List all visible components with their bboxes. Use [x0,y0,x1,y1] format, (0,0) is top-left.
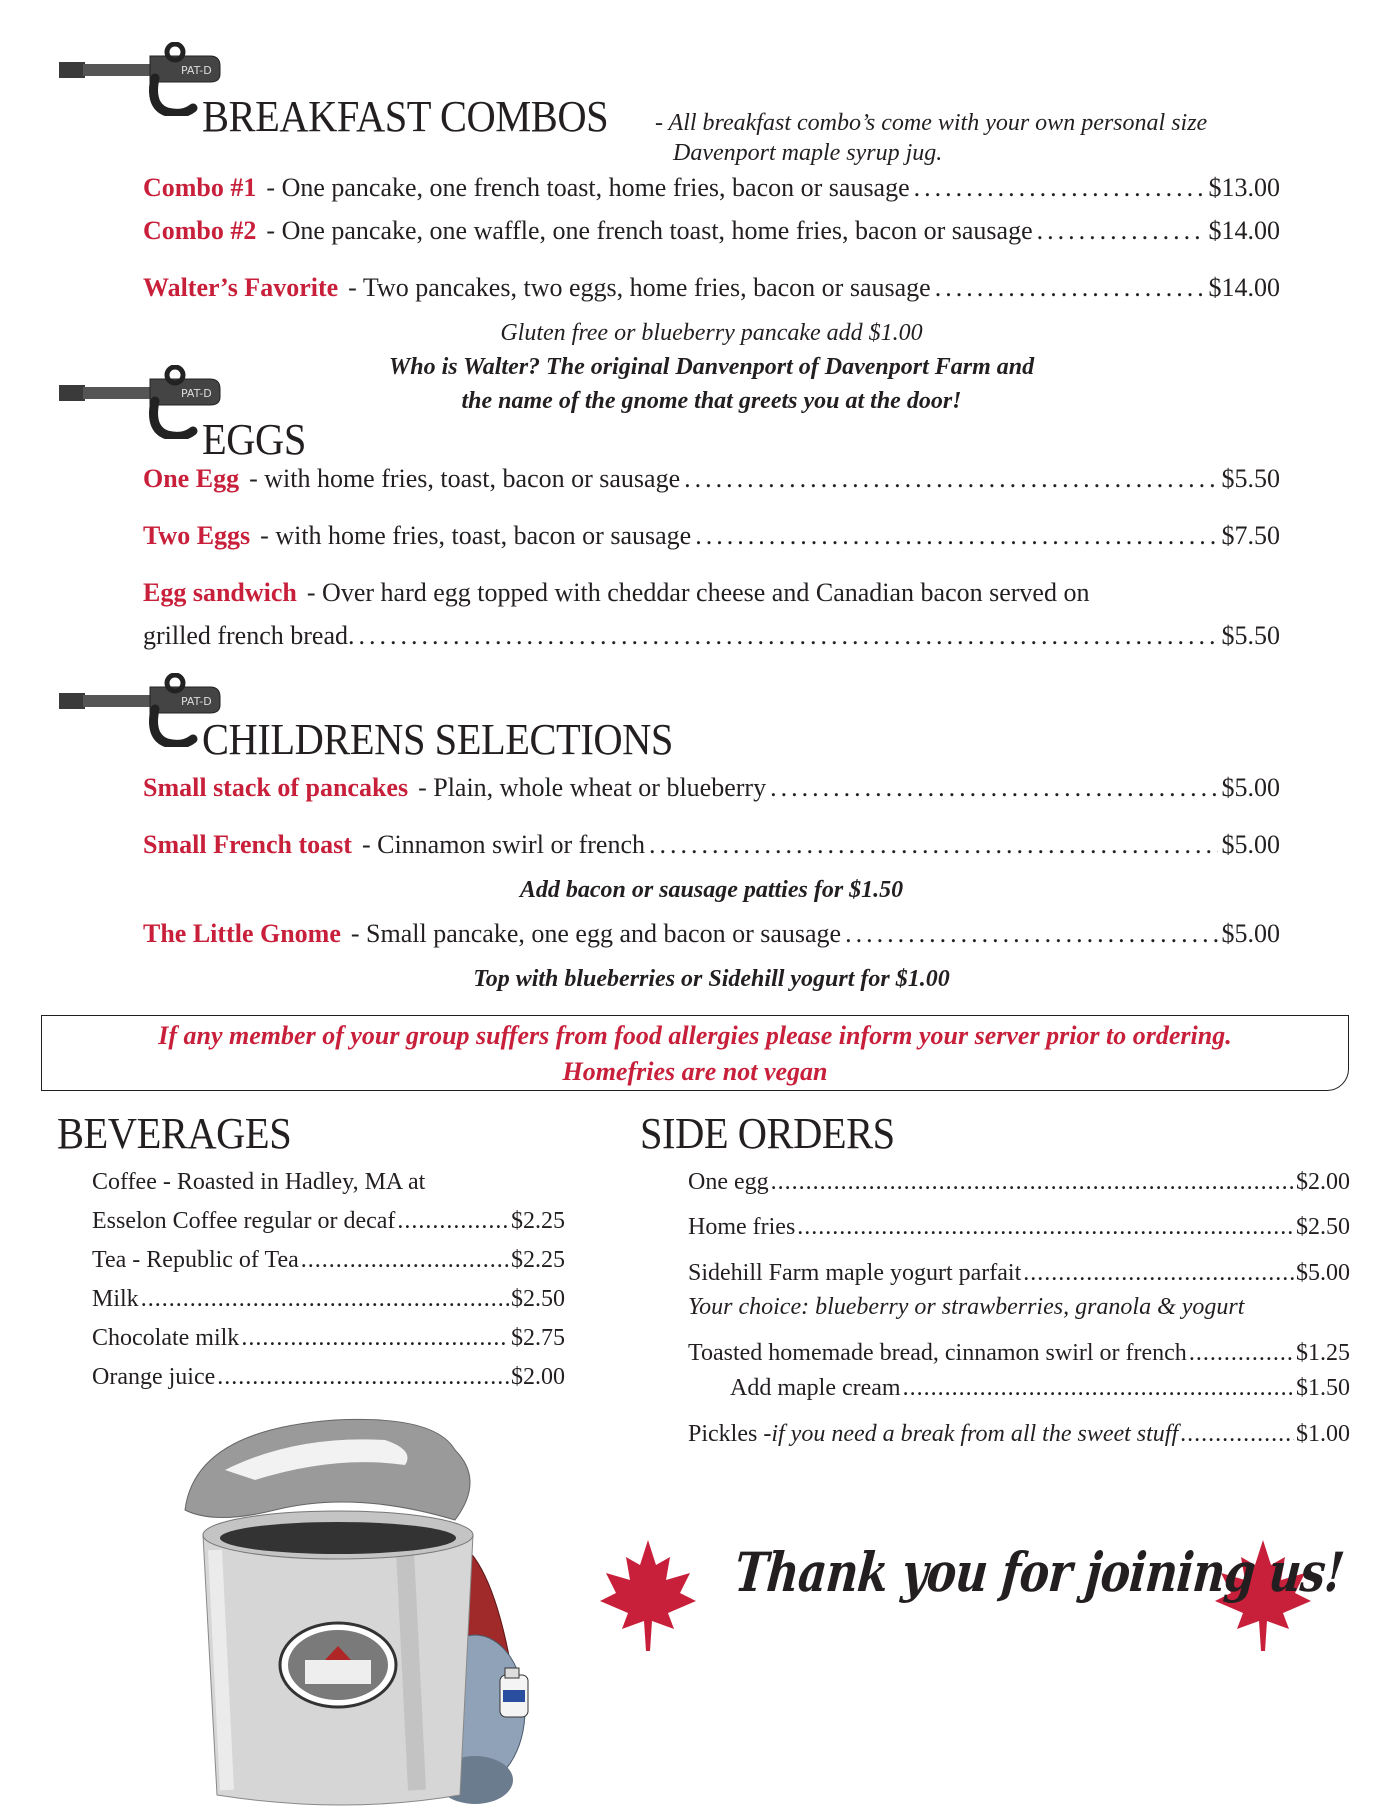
side-row [688,1259,1350,1288]
beverages-title: BEVERAGES [57,1109,292,1158]
spout-tag: PAT-D [181,64,212,77]
item-desc: grilled french bread. [143,621,355,650]
leader-dots [649,829,1218,860]
leader-dots [1037,215,1205,246]
menu-item-little-gnome [143,918,1280,949]
gluten-free-note: Gluten free or blueberry pancake add $1.00 [500,320,923,346]
thank-you-message: Thank you for joining us! [732,1540,1347,1604]
item-desc: - Small pancake, one egg and bacon or sausage [350,919,842,948]
menu-item-two-eggs [143,520,1280,551]
side-price: $2.50 [1296,1214,1350,1240]
beverage-row [92,1363,565,1392]
bacon-note: Add bacon or sausage patties for $1.50 [519,877,904,903]
maple-leaf-icon [598,1535,698,1655]
allergy-notice [41,1015,1349,1091]
menu-item-combo-1 [143,172,1280,203]
walter-note-line2: the name of the gnome that greets you at the door! [461,388,962,414]
item-desc: - One pancake, one waffle, one french toast, home fries, bacon or sausage [266,216,1033,245]
topping-note: Top with blueberries or Sidehill yogurt for $1.00 [473,966,950,992]
leader-dots [1023,1259,1294,1288]
item-price: $5.50 [1221,621,1280,650]
beverage-label: Chocolate milk [92,1325,240,1351]
beverage-label: Esselon Coffee regular or decaf [92,1208,396,1234]
item-name: Egg sandwich [143,578,297,607]
leader-dots [141,1285,509,1314]
item-name: Walter’s Favorite [143,273,339,302]
item-price: $7.50 [1221,521,1280,550]
menu-item-egg-sandwich-cont [143,620,1280,651]
item-price: $5.50 [1221,464,1280,493]
leader-dots [845,918,1217,949]
side-row [688,1213,1350,1242]
beverage-label: Milk [92,1286,139,1312]
side-label: Toasted homemade bread, cinnamon swirl or french [688,1340,1187,1366]
item-desc: - with home fries, toast, bacon or sausage [260,521,692,550]
beverage-coffee-line [92,1168,425,1197]
item-name: Combo #1 [143,173,257,202]
beverage-row [92,1246,565,1275]
item-price: $14.00 [1208,273,1280,302]
leader-dots [397,1207,509,1236]
side-label-italic: if you need a break from all the sweet stuff [771,1421,1179,1447]
breakfast-note-line2: Davenport maple syrup jug. [673,140,943,166]
item-price: $14.00 [1208,216,1280,245]
item-name: Small French toast [143,830,352,859]
side-row [730,1374,1350,1403]
childrens-title: CHILDRENS SELECTIONS [202,715,673,764]
item-desc: - Two pancakes, two eggs, home fries, bacon or sausage [348,273,931,302]
beverage-price: $2.00 [511,1364,565,1390]
side-price: $1.25 [1296,1340,1350,1366]
spout-tag: PAT-D [181,695,212,708]
allergy-line2: Homefries are not vegan [562,1057,828,1086]
breakfast-note [655,108,1335,168]
beverage-label: Orange juice [92,1364,216,1390]
beverage-price: $2.25 [511,1247,565,1273]
beverage-price: $2.75 [511,1325,565,1351]
menu-item-walters-favorite [143,272,1280,303]
side-price: $2.00 [1296,1169,1350,1195]
item-name: Small stack of pancakes [143,773,409,802]
beverage-row [92,1285,565,1314]
beverage-label: Tea - Republic of Tea [92,1247,299,1273]
side-label: Pickles - [688,1421,772,1447]
leader-dots [359,620,1218,651]
leader-dots [217,1363,509,1392]
side-price: $1.50 [1296,1375,1350,1401]
item-price: $13.00 [1208,173,1280,202]
item-desc: - One pancake, one french toast, home fries, bacon or sausage [266,173,910,202]
leader-dots [903,1374,1294,1403]
side-label: Add maple cream [730,1375,901,1401]
side-row [688,1339,1350,1368]
side-orders-title: SIDE ORDERS [640,1109,895,1158]
eggs-title: EGGS [202,415,306,464]
beverage-row [92,1324,565,1353]
breakfast-note-line1: - All breakfast combo’s come with your own personal size [655,110,1208,136]
item-desc: - Cinnamon swirl or french [361,830,645,859]
leader-dots [241,1324,509,1353]
spout-tag: PAT-D [181,387,212,400]
side-row [688,1168,1350,1197]
leader-dots [684,463,1217,494]
menu-item-one-egg [143,463,1280,494]
leader-dots [1180,1420,1294,1449]
parfait-note: Your choice: blueberry or strawberries, granola & yogurt [688,1294,1245,1320]
menu-item-small-french-toast [143,829,1280,860]
leader-dots [771,1168,1294,1197]
side-label: Sidehill Farm maple yogurt parfait [688,1260,1022,1286]
menu-item-egg-sandwich [143,577,1280,608]
beverage-row [92,1207,565,1236]
beverage-price: $2.50 [511,1286,565,1312]
breakfast-title: BREAKFAST COMBOS [202,92,609,141]
item-desc: - Plain, whole wheat or blueberry [418,773,767,802]
side-row [688,1420,1350,1449]
leader-dots [935,272,1205,303]
item-name: The Little Gnome [143,919,341,948]
item-price: $5.00 [1221,773,1280,802]
beverage-price: $2.25 [511,1208,565,1234]
leader-dots [301,1246,509,1275]
side-price: $1.00 [1296,1421,1350,1447]
item-price: $5.00 [1221,919,1280,948]
item-desc: - Over hard egg topped with cheddar cheese and Canadian bacon served on [306,578,1090,607]
item-price: $5.00 [1221,830,1280,859]
leader-dots [770,772,1217,803]
menu-item-small-stack [143,772,1280,803]
leader-dots [1189,1339,1294,1368]
item-name: Two Eggs [143,521,251,550]
side-label: One egg [688,1169,769,1195]
item-name: Combo #2 [143,216,257,245]
allergy-line1: If any member of your group suffers from food allergies please inform your server prior to ordering. [158,1021,1232,1050]
sap-bucket-illustration [155,1410,535,1810]
walter-note-line1: Who is Walter? The original Danvenport of Davenport Farm and [388,354,1035,380]
side-label: Home fries [688,1214,796,1240]
leader-dots [797,1213,1294,1242]
side-price: $5.00 [1296,1260,1350,1286]
item-name: One Egg [143,464,240,493]
beverage-label: Coffee - Roasted in Hadley, MA at [92,1169,426,1195]
menu-item-combo-2 [143,215,1280,246]
leader-dots [914,172,1205,203]
item-desc: - with home fries, toast, bacon or sausage [249,464,681,493]
leader-dots [695,520,1217,551]
